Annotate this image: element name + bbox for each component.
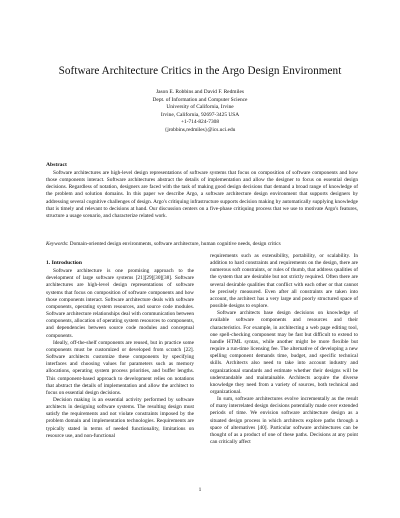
- email-line: {jrobbins,redmiles}@ics.uci.edu: [164, 126, 236, 133]
- body-paragraph: Ideally, off-the-shelf components are reused, but in practice some components must be customized or developed from scratch [22]. Software architects customize these components by specifying interfaces and choosing values for parameters such as memory allocations, operating system process priorities, and buffer lengths. This component-based approach to development relies on notations that abstract the details of implementation and allow the architect to focus on essential design decisions.: [46, 339, 194, 396]
- abstract-text: Software architectures are high-level design representations of software systems that focus on composition of software components and how those components interact. Software architectures abstract the details of implementation and allow the designer to focus on essential design decisions. Regardless of notation, designers are faced with the task of making good design decisions that demand a broad range of knowledge of the problem and solution domains. In this paper we describe Argo, a software architecture design environment that supports designers by addressing several cognitive challenges of design. Argo's critiquing infrastructure supports decision making by automatically supplying knowledge that is timely and relevant to decisions at hand. Our discussion centers on a five-phase critiquing process that we use to motivate Argo's features, structure a usage scenario, and characterize related work.: [46, 169, 358, 220]
- affiliation-line: Dept. of Information and Computer Science: [152, 96, 248, 103]
- abstract-body: [46, 170, 358, 221]
- affiliation-line: Irvine, California, 92697-3425 USA: [160, 111, 240, 118]
- author-names: Jason E. Robbins and David F. Redmiles: [156, 89, 244, 95]
- body-paragraph: Software architecture is one promising approach to the development of large software systems [21][29][30][38]. Software architectures are high-level design representations of software systems that focus on composition of software components and how those components interact. Software architecture deals with software components, operating system resources, and source code modules. Software architecture relationships deal with communication between components, allocation of operating system resources to components, and dependencies between source code modules and conceptual components.: [46, 268, 194, 339]
- author-block: [40, 89, 360, 134]
- body-paragraph: Software architects base design decisions on knowledge of available software components and resources and their characteristics. For example, in architecting a web page editing tool, one spell-checking component may be fast but difficult to extend to handle HTML syntax, while another might be more flexible but require a run-time licensing fee. The alternative of developing a new spelling component demands time, budget, and specific technical skills. Architects also need to take into account industry and organizational standards and estimate whether their designs will be understandable and maintainable. Architects acquire the diverse knowledge they need from a variety of sources, both technical and organizational.: [210, 310, 358, 395]
- body-paragraph: In sum, software architectures evolve incrementally as the result of many interrelated design decisions potentially made over extended periods of time. We envision software architecture design as a situated design process in which architects explore paths through a space of alternatives [40]. Particular software architectures can be thought of as a product of one of these paths. Decisions at any point can critically affect: [210, 396, 358, 446]
- keywords-label: Keywords: [46, 241, 67, 247]
- left-column: [46, 260, 194, 440]
- section-heading: 1. Introduction: [46, 260, 82, 266]
- affiliation-line: University of California, Irvine: [166, 104, 234, 110]
- phone-line: +1-714-824-7308: [180, 119, 220, 125]
- right-column: [210, 253, 358, 446]
- keywords-text: Domain-oriented design environments, software architecture, human cognitive needs, design critics: [69, 241, 281, 247]
- body-paragraph: requirements such as extensibility, portability, or scalability. In addition to hard constraints and requirements on the design, there are numerous soft constraints, or rules of thumb, that address qualities of the system that are desirable but not strictly required. Often there are several desirable qualities that conflict with each other or that cannot be precisely measured. Even after all constraints are taken into account, the architect has a very large and poorly structured space of possible designs to explore.: [210, 253, 358, 310]
- paper-title: Software Architecture Critics in the Argo Design Environment: [58, 65, 342, 77]
- page-number: 1: [198, 487, 202, 493]
- body-paragraph: Decision making is an essential activity performed by software architects in designing software systems. The resulting design must satisfy the requirements and not violate constraints imposed by the problem domain and implementation technologies. Requirements are typically stated in terms of needed functionality, limitations on resource use, and non-functional: [46, 396, 194, 439]
- abstract-heading: Abstract: [46, 162, 67, 168]
- keywords-line: Keywords: Domain-oriented design environments, software architecture, human cognitive needs, design critics: [46, 241, 281, 247]
